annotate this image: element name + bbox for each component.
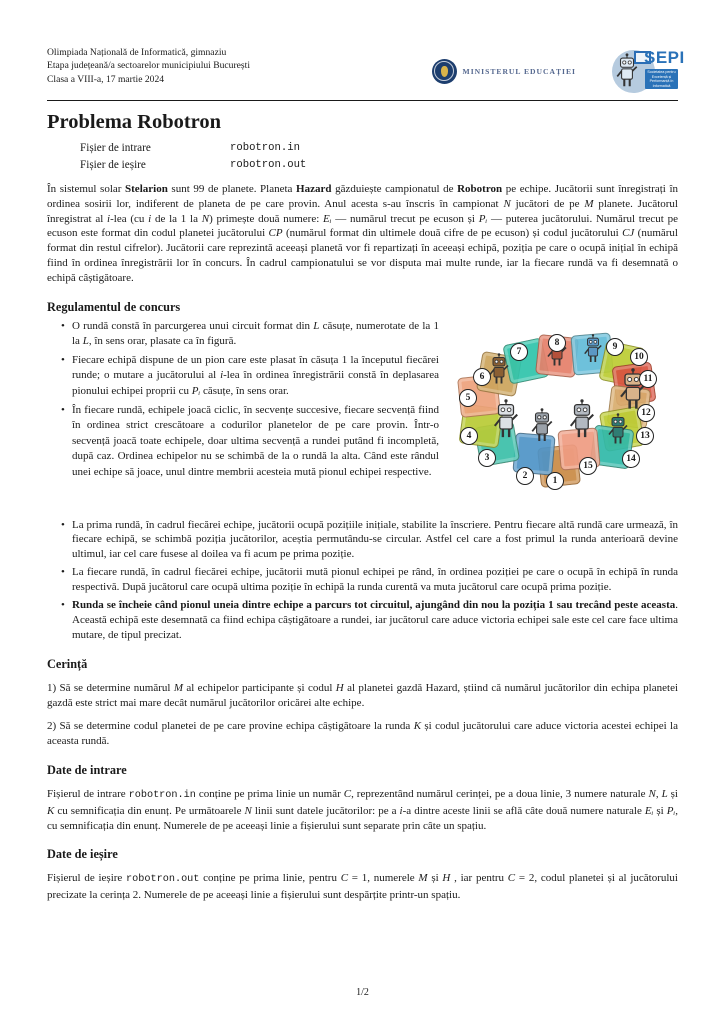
file-info-block bbox=[80, 140, 678, 173]
output-section-paragraph: Fișierul de ieșire robotron.out conține pe prima linie, pentru C = 1, numerele M și H , iar pentru C = 2, codul planetei și al jucătorului precizate la cerința 2. Numerele de pe aceeași linie a fișierului sunt despărțite printr-un spațiu. bbox=[47, 872, 678, 902]
header-divider bbox=[47, 100, 678, 101]
tile-number-badge-10: 10 bbox=[630, 348, 648, 366]
cerinta-heading: Cerință bbox=[47, 656, 88, 671]
tile-number-badge-11: 11 bbox=[639, 370, 657, 388]
rule-item: • La prima rundă, în cadrul fiecărei echipe, jucătorii ocupă pozițiile inițiale, stabilite la înscriere. Pentru fiecare altă rundă care urmează, în fiecare echipă, se schimbă poziția jucătorilor, aceștia permutându-se circular. Astfel cel care a fost primul la runda anterioară devine ultimul, iar cel care fusese al doilea va fi acum pe prima poziție. bbox=[60, 518, 678, 563]
input-file-label: Fișier de intrare bbox=[80, 142, 151, 154]
robot-icon bbox=[529, 408, 555, 443]
tile-number-badge-3: 3 bbox=[478, 449, 496, 467]
output-file-label: Fișier de ieșire bbox=[80, 158, 146, 171]
header-line-class-date: Clasa a VIII-a, 17 martie 2024 bbox=[47, 73, 165, 85]
rule-item: • În fiecare rundă, echipele joacă ciclic, în secvențe succesive, fiecare secvență fiind în ordinea strict crescătoare a codurilor planetelor de pe care provin. Într-o secvență joacă toate echipele, doar ultima secvență a rundei putând fi incompletă, după caz. Ordinea echipelor nu se schimbă de la o rundă la alta. Când este rândul unei echipe să joace, unul dintre membrii acesteia mută pionul echipei respective. bbox=[60, 403, 439, 481]
sepi-tagline: Societatea pentru Excelență și Performanță în Informatică bbox=[645, 69, 678, 89]
header-logos bbox=[432, 48, 685, 94]
cerinta-item-2: 2) Să se determine codul planetei de pe care provine echipa câștigătoare la runda K și codul jucătorului care aduce victoria acestei echipei la aceasta rundă. bbox=[47, 720, 678, 748]
output-file-name: robotron.out bbox=[230, 158, 307, 171]
header-line-stage: Etapa județeană/a sectoarelor municipiului București bbox=[47, 60, 250, 72]
tile-number-badge-9: 9 bbox=[606, 338, 624, 356]
page-number: 1/2 bbox=[356, 987, 369, 998]
rule-item: • Runda se încheie când pionul uneia dintre echipe a parcurs tot circuitul, ajungând din nou la poziția 1 sau trecând peste aceasta. Această echipă este desemnată ca fiind echipa câștigătoare a rundei, iar jucătorul care aduce victoria echipei sale este cel care face ultima mutare, de tipul precizat. bbox=[60, 598, 678, 643]
cerinta-item-1: 1) Să se determine numărul M al echipelor participante și codul H al planetei gazdă Hazard, știind că numărul jucătorilor din echipa planetei gazdă este strict mai mare decât numărul jucătorilor oricărei alte echipe. bbox=[47, 681, 679, 709]
ministerul-educatiei-logo bbox=[432, 59, 576, 84]
sepi-label: SEPI bbox=[644, 48, 685, 67]
rule-item: • La fiecare rundă, în cadrul fiecărei echipe, jucătorii mută pionul echipei pe rând, în ordinea poziției pe care o ocupă în echipă în runda respectivă. După jucătorul care ocupă ultima poziție în echipă la runda curentă va muta jucătorul care ocupă prima poziție. bbox=[60, 565, 678, 595]
input-section-heading: Date de intrare bbox=[47, 763, 127, 778]
page-title: Problema Robotron bbox=[47, 111, 222, 133]
rules-heading: Regulamentul de concurs bbox=[47, 299, 181, 314]
ministerul-educatiei-label: MINISTERUL EDUCAȚIEI bbox=[462, 66, 576, 76]
header-text-block bbox=[47, 46, 250, 86]
output-section-heading: Date de ieșire bbox=[47, 847, 118, 862]
tile-number-badge-2: 2 bbox=[516, 467, 534, 485]
tile-number-badge-4: 4 bbox=[460, 427, 478, 445]
input-file-name: robotron.in bbox=[230, 142, 300, 154]
tile-number-badge-15: 15 bbox=[579, 457, 597, 475]
rules-list-narrow bbox=[47, 319, 449, 515]
rule-item: • O rundă constă în parcurgerea unui circuit format din L căsuțe, numerotate de la 1 la L, în sens orar, plasate ca în figură. bbox=[60, 319, 439, 350]
output-file-row bbox=[80, 157, 678, 174]
header-line-olympiad: Olimpiada Națională de Informatică, gimnaziu bbox=[47, 47, 227, 58]
robot-icon bbox=[606, 413, 630, 445]
robot-icon bbox=[567, 399, 597, 439]
tile-number-badge-13: 13 bbox=[636, 427, 654, 445]
tile-number-badge-14: 14 bbox=[622, 450, 640, 468]
input-section-paragraph: Fișierul de intrare robotron.in conține pe prima linie un număr C, reprezentând numărul cerinței, pe a doua linie, 3 numere naturale N, L și K cu semnificația din enunț. Pe următoarele N linii sunt datele jucătorilor: pe a i-a dintre aceste linii se află câte două numere naturale Eᵢ și Pᵢ, cu semnificația din enunț. Numerele de pe aceeași linie a fișierului sunt separate prin câte un spațiu. bbox=[47, 788, 678, 832]
romania-seal-icon bbox=[432, 59, 457, 84]
document-header bbox=[47, 46, 685, 94]
tile-number-badge-7: 7 bbox=[510, 343, 528, 361]
intro-paragraph: În sistemul solar Stelarion sunt 99 de planete. Planeta Hazard găzduiește campionatul de Robotron pe echipe. Jucătorii sunt înregistrați în ordinea sosirii lor, indiferent de planeta de pe care provin. Anul acesta s-au înscris în campionat N jucători de pe M planete. Jucătorul înregistrat al i-lea (cu i de la 1 la N) primește două numere: Eᵢ — numărul trecut pe ecuson și Pᵢ — puterea jucătorului. Numărul trecut pe ecuson este format din codul planetei jucătorului CP (numărul format din ultimele două cifre de pe ecuson) și codul jucătorului CJ (numărul format din restul cifrelor). Jucătorii care reprezintă aceeași planetă vor fi repartizați în aceeași echipă, poziția pe care o ocupă inițial în echipă fiind în ordinea înregistrării lor în concurs. În cadrul campionatului se vor disputa mai multe runde, iar la fiecare rundă va fi desemnată o echipă câștigătoare. bbox=[47, 183, 678, 284]
sepi-logo bbox=[602, 48, 685, 94]
tile-number-badge-8: 8 bbox=[548, 334, 566, 352]
tile-number-badge-12: 12 bbox=[637, 404, 655, 422]
rules-list-wide bbox=[47, 518, 678, 643]
tile-number-badge-5: 5 bbox=[459, 389, 477, 407]
input-file-row bbox=[80, 140, 678, 157]
rules-with-figure bbox=[47, 319, 678, 515]
tile-number-badge-6: 6 bbox=[473, 368, 491, 386]
circuit-figure bbox=[449, 319, 678, 515]
robot-icon bbox=[491, 399, 521, 439]
robot-icon bbox=[487, 353, 511, 385]
robot-icon bbox=[582, 334, 604, 363]
rule-item: • Fiecare echipă dispune de un pion care este plasat în căsuța 1 la începutul fiecărei runde; o mutare a jucătorului al i-lea în ordinea înregistrării constă în deplasarea pionului echipei proprii cu Pᵢ căsuțe, în sens orar. bbox=[60, 353, 439, 400]
tile-number-badge-1: 1 bbox=[546, 472, 564, 490]
